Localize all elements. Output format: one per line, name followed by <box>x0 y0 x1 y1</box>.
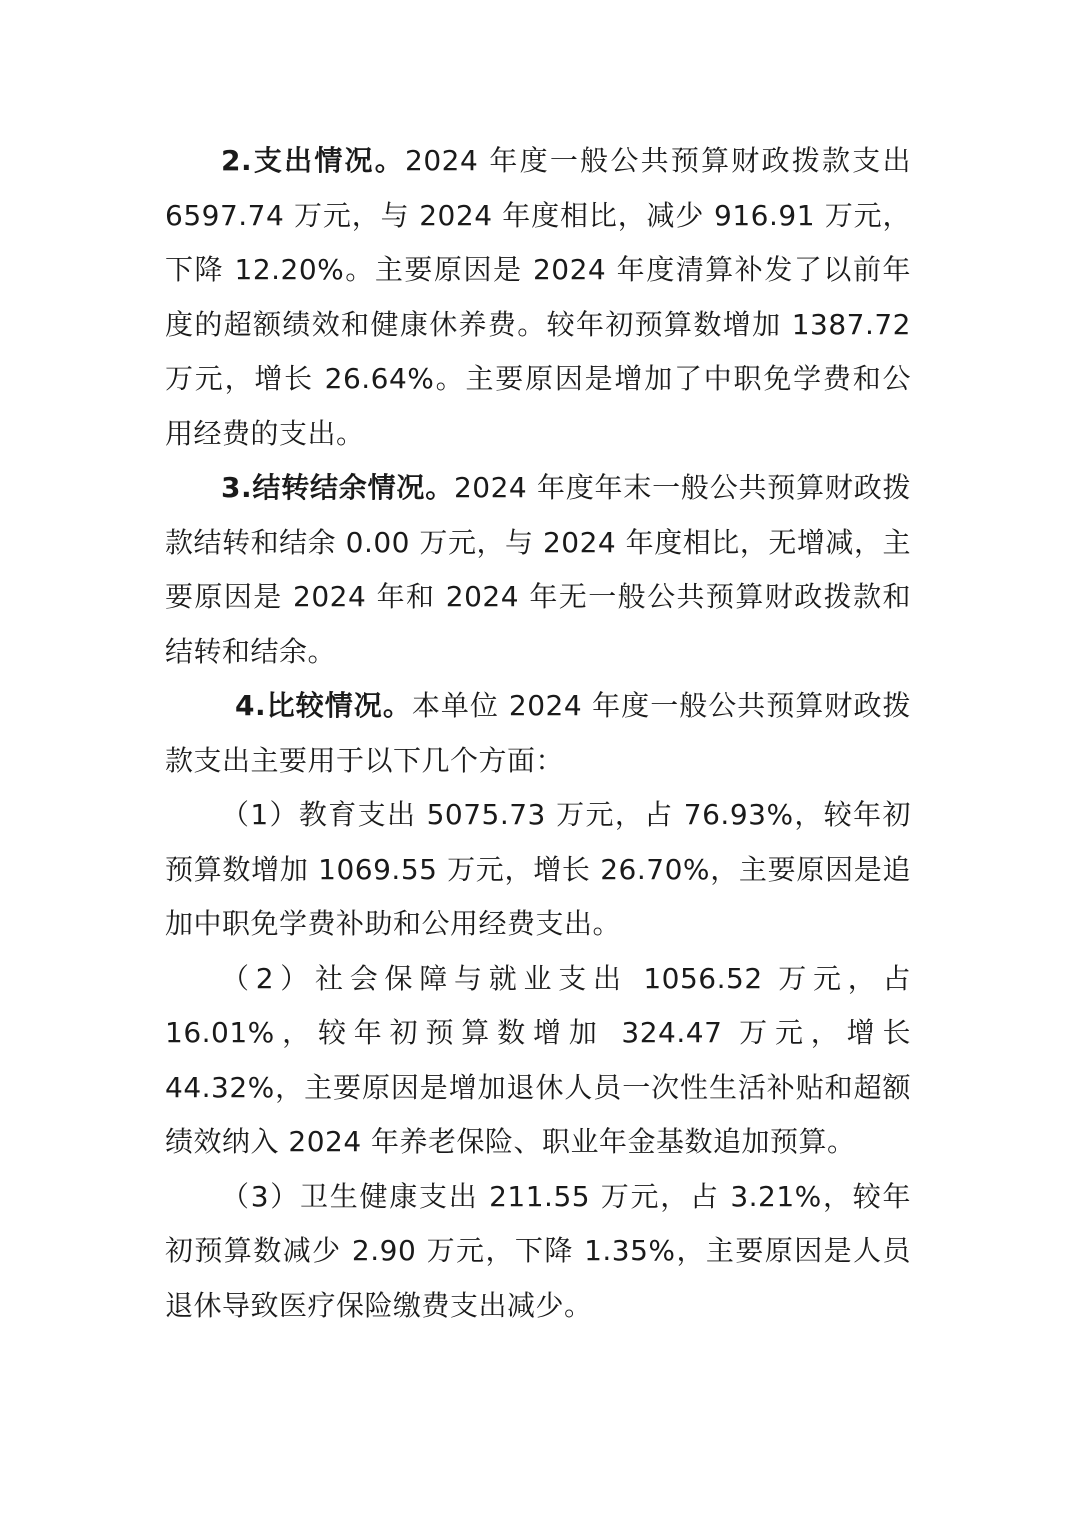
paragraph-item-social-security <box>165 952 911 1170</box>
paragraph-expenditure <box>165 134 911 461</box>
document-body <box>165 134 911 1333</box>
paragraph-comparison <box>165 679 911 788</box>
paragraph-text: 本单位 2024 年度一般公共预算财政拨款支出主要用于以下几个方面： <box>165 689 912 777</box>
paragraph-text: （1）教育支出 5075.73 万元，占 76.93%，较年初预算数增加 1069.55 万元，增长 26.70%，主要原因是追加中职免学费补助和公用经费支出。 <box>165 798 911 940</box>
paragraph-text: 2024 年度一般公共预算财政拨款支出 6597.74 万元，与 2024 年度相比，减少 916.91 万元，下降 12.20%。主要原因是 2024 年度清算补发了以前年度的超额绩效和健康休养费。较年初预算数增加 1387.72 万元，增长 26.64%。主要原因是增加了中职免学费和公用经费的支出。 <box>165 144 911 450</box>
paragraph-text: （2）社会保障与就业支出 1056.52 万元，占 16.01%，较年初预算数增加 324.47 万元，增长 44.32%，主要原因是增加退休人员一次性生活补贴和超额绩效纳入 2024 年养老保险、职业年金基数追加预算。 <box>165 961 911 1158</box>
paragraph-text: 2024 年度年末一般公共预算财政拨款结转和结余 0.00 万元，与 2024 年度相比，无增减，主要原因是 2024 年和 2024 年无一般公共预算财政拨款和结转和结余。 <box>165 471 911 668</box>
paragraph-heading: 3.结转结余情况。 <box>221 471 454 504</box>
paragraph-item-health <box>165 1170 911 1334</box>
paragraph-item-education <box>165 788 911 952</box>
paragraph-heading: 2.支出情况。 <box>221 144 406 177</box>
paragraph-text: （3）卫生健康支出 211.55 万元，占 3.21%，较年初预算数减少 2.90 万元，下降 1.35%，主要原因是人员退休导致医疗保险缴费支出减少。 <box>165 1179 911 1322</box>
paragraph-carryover <box>165 461 911 679</box>
paragraph-heading: 4.比较情况。 <box>235 689 412 722</box>
